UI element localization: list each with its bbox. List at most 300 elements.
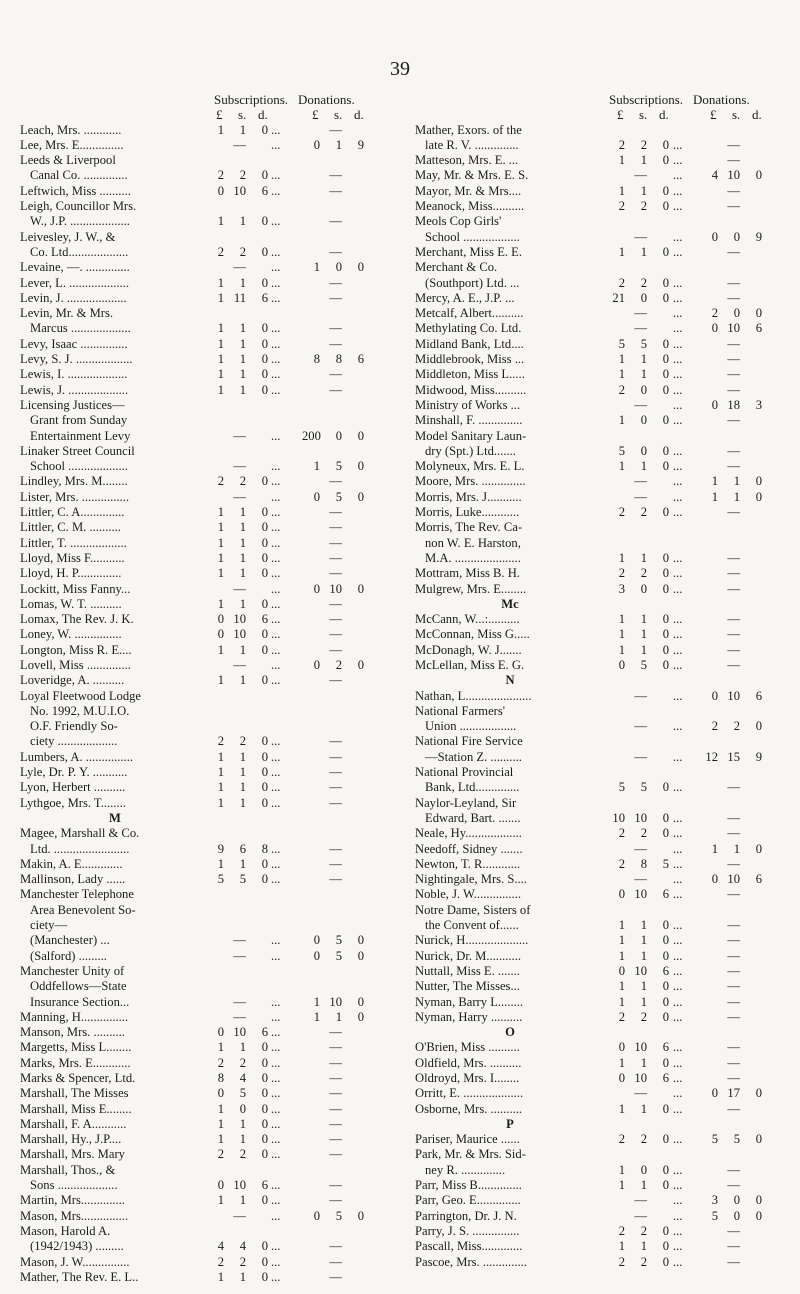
donation-amount-pounds: 200 [302,428,321,443]
subscription-amount-shillings: 1 [239,352,246,367]
leader-dots: ... [673,719,683,734]
entry-row [415,168,793,183]
entry-row [20,168,395,183]
subscriber-name: Marshall, Thos., & [20,1162,116,1177]
subscription-amount-pounds: 1 [217,1193,224,1208]
donation-amount-dash: — [329,612,342,627]
leader-dots: ... [673,948,683,963]
donation-amount-dash: — [727,948,740,963]
subscriber-name: Merchant, Miss E. E. [415,244,523,259]
subscriber-name: Marks & Spencer, Ltd. [20,1071,136,1085]
entry-row [20,398,395,413]
donation-amount-dash: — [329,596,342,611]
subscription-amount-shillings: 1 [640,1055,647,1070]
subscription-amount-pence: 0 [662,1254,669,1269]
subscriber-name: Neale, Hy.................. [415,826,522,841]
donation-amount-dash: — [727,1040,740,1055]
donation-amount-pence: 9 [755,749,762,764]
section-letter [415,1117,793,1132]
donation-amount-dash: — [329,168,342,183]
subscription-amount-shillings: 1 [239,505,246,520]
subscription-amount-pounds: 1 [618,352,625,367]
subscription-amount-pounds: 1 [217,780,224,795]
donation-amount-dash: — [329,780,342,795]
subscriber-name: Loney, W. ............... [20,627,122,642]
leader-dots: ... [673,367,683,382]
entry-row [20,949,395,964]
subscription-amount-pounds: 0 [217,1178,224,1193]
entry-row [415,719,793,734]
donation-amount-pounds: 0 [711,688,718,703]
donation-amount-dash: — [727,657,740,672]
entry-row [20,337,395,352]
leader-dots: ... [673,397,683,412]
subscription-amount-pounds: 1 [217,321,224,336]
subscription-amount-shillings: 1 [640,550,647,565]
subscription-amount-pence: 0 [662,505,669,520]
subscription-amount-shillings: 1 [239,1269,246,1284]
subscription-amount-pounds: 5 [217,872,224,887]
subscription-amount-pounds: 1 [618,413,625,428]
subscription-amount-pounds: 1 [618,612,625,627]
donation-amount-dash: — [329,535,342,550]
leader-dots: ... [271,596,281,611]
donation-amount-pounds: 0 [313,489,320,504]
subscription-amount-shillings: 1 [239,673,246,688]
subscription-amount-shillings: 1 [640,948,647,963]
leader-dots: ... [673,856,683,871]
subscriber-name: Lee, Mrs. E.............. [20,137,124,152]
entry-row [415,1163,793,1178]
subscriber-name: Naylor-Leyland, Sir [415,795,517,810]
subscriber-name: National Fire Service [415,734,523,749]
subscription-amount-dash: — [634,489,647,504]
donation-amount-dash: — [329,214,342,229]
entry-row [20,1147,395,1162]
subscription-amount-dash: — [233,581,246,596]
section-letter [415,1025,793,1040]
leader-dots: ... [271,260,281,275]
leader-dots: ... [271,336,281,351]
entry-list [415,123,793,1270]
donation-amount-dash: — [727,581,740,596]
subscription-amount-shillings: 2 [640,275,647,290]
subscription-amount-pounds: 1 [217,1132,224,1147]
entry-row [20,321,395,336]
subscriber-name: Mayor, Mr. & Mrs.... [415,183,522,198]
leader-dots: ... [673,810,683,825]
leader-dots: ... [271,657,281,672]
subscription-amount-pence: 0 [662,979,669,994]
subscriber-name: Newton, T. R............ [415,856,521,871]
leader-dots: ... [673,168,683,183]
subscription-amount-shillings: 2 [239,168,246,183]
subscriber-name: Licensing Justices— [20,397,125,412]
section-letter-text: P [506,1116,514,1131]
subscription-amount-dash: — [634,474,647,489]
subscriber-name: the Convent of...... [425,918,519,933]
subscription-amount-pence: 0 [261,749,268,764]
subscriber-name: Littler, C. M. .......... [20,520,121,535]
subscription-amount-pounds: 1 [618,948,625,963]
donation-amount-dash: — [727,1055,740,1070]
leader-dots: ... [271,367,281,382]
subscriber-name: Manchester Unity of [20,963,125,978]
subscription-amount-shillings: 1 [239,122,246,137]
subscription-amount-shillings: 1 [640,1239,647,1254]
entry-row [415,490,793,505]
subscriber-name: Nurick, Dr. M........... [415,948,521,963]
subscriber-name: W., J.P. ................... [30,214,130,229]
subscription-amount-pence: 6 [261,290,268,305]
pound-unit: £ [617,107,624,123]
section-letter [415,597,793,612]
entry-row [20,138,395,153]
subscription-amount-shillings: 10 [233,612,246,627]
subscription-amount-pounds: 1 [618,642,625,657]
entry-row [20,199,395,214]
subscription-amount-pounds: 1 [618,1055,625,1070]
subscriber-name: Leftwich, Miss .......... [20,183,131,198]
leader-dots: ... [673,581,683,596]
subscriber-name: Leeds & Liverpool [20,153,116,168]
subscriber-name: Methylating Co. Ltd. [415,321,522,336]
subscriber-name: Oddfellows—State [30,979,127,994]
entry-row [415,582,793,597]
subscriber-name: Lewis, J. ................... [20,382,129,397]
pound-unit: £ [312,107,319,123]
subscriber-name: Lister, Mrs. ............... [20,489,129,504]
subscription-amount-pounds: 1 [217,1116,224,1131]
subscription-amount-pounds: 0 [217,183,224,198]
subscriber-name: Nathan, L..................... [415,688,532,703]
leader-dots: ... [271,1239,281,1254]
subscriber-name: Linaker Street Council [20,443,135,458]
donation-amount-dash: — [329,749,342,764]
subscription-amount-pence: 0 [261,642,268,657]
entry-row [20,1086,395,1101]
subscription-amount-pence: 0 [261,474,268,489]
entry-row [20,597,395,612]
subscription-amount-shillings: 2 [640,1009,647,1024]
entry-row [415,1224,793,1239]
donation-amount-pounds: 0 [313,948,320,963]
subscriber-name: Mottram, Miss B. H. [415,566,520,581]
entry-row [20,933,395,948]
leader-dots: ... [271,1086,281,1101]
leader-dots: ... [673,306,683,321]
leader-dots: ... [673,612,683,627]
entry-row [20,520,395,535]
subscription-amount-pounds: 1 [217,275,224,290]
subscription-amount-pence: 0 [662,1009,669,1024]
subscription-amount-shillings: 1 [239,214,246,229]
subscription-amount-pounds: 2 [217,1055,224,1070]
subscription-amount-pence: 0 [662,137,669,152]
leader-dots: ... [673,321,683,336]
subscription-amount-shillings: 1 [640,183,647,198]
donation-amount-dash: — [329,1071,342,1085]
donation-amount-shillings: 10 [329,994,342,1009]
donation-amount-pounds: 5 [711,1132,718,1147]
subscription-amount-pounds: 2 [618,275,625,290]
subscription-amount-shillings: 0 [640,1162,647,1177]
subscription-amount-pounds: 2 [618,137,625,152]
entry-row [415,995,793,1010]
subscription-amount-shillings: 8 [640,856,647,871]
donation-amount-dash: — [727,275,740,290]
donation-amount-dash: — [329,474,342,489]
entry-row [20,153,395,168]
leader-dots: ... [271,550,281,565]
subscription-amount-shillings: 1 [640,642,647,657]
leader-dots: ... [673,137,683,152]
donation-amount-pounds: 0 [711,229,718,244]
entry-row [415,291,793,306]
donation-amount-pounds: 0 [313,1208,320,1223]
subscription-amount-pounds: 2 [618,856,625,871]
leader-dots: ... [673,1208,683,1223]
subscription-amount-shillings: 0 [640,413,647,428]
subscription-amount-shillings: 1 [239,1132,246,1147]
subscription-amount-pence: 0 [662,1132,669,1147]
subscription-amount-dash: — [233,948,246,963]
subscriber-name: Lythgoe, Mrs. T........ [20,795,126,810]
subscription-amount-pounds: 1 [618,979,625,994]
donation-amount-pence: 0 [755,1086,762,1101]
donation-amount-dash: — [727,1071,740,1085]
subscription-amount-shillings: 2 [239,244,246,259]
donation-amount-dash: — [329,1254,342,1269]
subscription-amount-pounds: 1 [217,642,224,657]
entry-row [415,1255,793,1270]
subscription-amount-shillings: 2 [640,199,647,214]
subscription-amount-dash: — [634,1086,647,1101]
leader-dots: ... [271,780,281,795]
leader-dots: ... [271,765,281,780]
entry-row [415,903,793,918]
donation-amount-shillings: 1 [335,137,342,152]
units-header [415,107,793,122]
entry-row [20,1239,395,1254]
subscription-amount-pence: 0 [261,1132,268,1147]
entry-row [20,689,395,704]
subscriber-name: Midland Bank, Ltd.... [415,336,524,351]
subscription-amount-shillings: 10 [233,627,246,642]
subscription-amount-pence: 0 [662,566,669,581]
subscription-amount-dash: — [233,1009,246,1024]
leader-dots: ... [673,1071,683,1085]
subscriber-name: Meanock, Miss.......... [415,199,525,214]
leader-dots: ... [271,1208,281,1223]
donation-amount-pounds: 0 [711,1086,718,1101]
subscription-amount-pounds: 2 [618,505,625,520]
subscription-amount-pence: 0 [662,1239,669,1254]
subscription-amount-shillings: 4 [239,1239,246,1254]
leader-dots: ... [673,841,683,856]
entry-row [415,689,793,704]
subscription-amount-pounds: 1 [618,627,625,642]
leader-dots: ... [673,474,683,489]
subscription-amount-dash: — [634,688,647,703]
donation-amount-shillings: 0 [733,306,740,321]
leader-dots: ... [271,535,281,550]
entry-row [20,245,395,260]
subscription-amount-pounds: 2 [618,1254,625,1269]
entry-row [415,765,793,780]
subscription-amount-shillings: 10 [634,963,647,978]
subscription-amount-pence: 0 [662,780,669,795]
subscriber-name: Noble, J. W............... [415,887,522,902]
donation-amount-pounds: 4 [711,168,718,183]
entry-row [415,536,793,551]
leader-dots: ... [673,1239,683,1254]
subscription-amount-pence: 0 [261,367,268,382]
subscription-amount-pence: 0 [261,336,268,351]
entry-row [20,367,395,382]
entry-row [20,474,395,489]
leader-dots: ... [271,994,281,1009]
subscription-amount-pence: 6 [261,612,268,627]
leader-dots: ... [271,244,281,259]
entry-row [20,826,395,841]
leader-dots: ... [673,229,683,244]
entry-row [415,184,793,199]
subscriber-name: No. 1992, M.U.I.O. [30,703,130,718]
subscription-amount-pence: 0 [261,550,268,565]
leader-dots: ... [673,657,683,672]
subscriber-name: Lockitt, Miss Fanny... [20,581,131,596]
entry-row [415,367,793,382]
section-letter-text: N [505,673,515,688]
leader-dots: ... [673,413,683,428]
entry-row [415,1056,793,1071]
subscription-amount-pounds: 1 [217,1040,224,1055]
donation-amount-shillings: 0 [733,229,740,244]
leader-dots: ... [271,734,281,749]
subscription-amount-shillings: 1 [640,352,647,367]
subscription-amount-dash: — [233,428,246,443]
subscription-amount-pence: 0 [662,336,669,351]
subscription-amount-dash: — [233,933,246,948]
leader-dots: ... [673,963,683,978]
pence-unit: d. [659,107,669,123]
donation-amount-dash: — [329,1025,342,1040]
donation-amount-pence: 6 [357,352,364,367]
subscriber-name: Pascall, Miss............. [415,1239,523,1254]
entry-row [20,673,395,688]
subscription-amount-pence: 0 [662,199,669,214]
subscription-amount-pence: 0 [261,872,268,887]
subscription-amount-shillings: 10 [634,1071,647,1085]
entry-row [20,658,395,673]
leader-dots: ... [271,1269,281,1284]
entry-row [415,704,793,719]
entry-row [20,551,395,566]
donation-amount-dash: — [727,856,740,871]
donation-amount-pence: 0 [755,1132,762,1147]
subscription-amount-pounds: 1 [217,1269,224,1284]
donation-amount-dash: — [329,1116,342,1131]
subscriber-name: Molyneux, Mrs. E. L. [415,459,525,474]
subscription-amount-dash: — [634,719,647,734]
entry-row [20,918,395,933]
entry-row [415,474,793,489]
donation-amount-dash: — [727,933,740,948]
entry-row [415,566,793,581]
donation-amount-pence: 6 [755,321,762,336]
subscription-amount-pence: 0 [261,1101,268,1116]
subscriber-name: Levin, J. ................... [20,290,127,305]
subscription-amount-shillings: 1 [239,550,246,565]
subscription-amount-shillings: 4 [239,1071,246,1085]
subscriber-name: (1942/1943) ......... [30,1239,124,1254]
subscriber-name: Sons ................... [30,1178,118,1193]
subscription-amount-shillings: 2 [239,474,246,489]
leader-dots: ... [271,520,281,535]
subscriber-name: Loveridge, A. .......... [20,673,125,688]
subscriber-name: McCann, W...:.......... [415,612,520,627]
subscription-amount-pounds: 1 [618,550,625,565]
subscriber-name: Lyle, Dr. P. Y. ........... [20,765,128,780]
subscriber-name: Lindley, Mrs. M........ [20,474,128,489]
subscription-amount-pounds: 1 [217,367,224,382]
leader-dots: ... [271,933,281,948]
entry-row [20,184,395,199]
entry-row [20,1255,395,1270]
entry-row [20,1071,395,1086]
subscriber-name: non W. E. Harston, [425,535,521,550]
donation-amount-dash: — [727,244,740,259]
subscription-amount-pounds: 1 [217,1101,224,1116]
entry-row [415,1071,793,1086]
leader-dots: ... [673,872,683,887]
subscription-amount-pounds: 0 [217,1086,224,1101]
entry-row [20,536,395,551]
subscription-amount-pence: 0 [662,244,669,259]
entry-row [415,1178,793,1193]
subscription-amount-shillings: 1 [640,933,647,948]
donation-amount-pounds: 3 [711,1193,718,1208]
section-letter [20,811,395,826]
donation-amount-dash: — [727,413,740,428]
subscription-amount-pence: 0 [662,810,669,825]
donation-amount-pence: 9 [755,229,762,244]
subscription-amount-pence: 0 [261,382,268,397]
entry-row [415,123,793,138]
donation-amount-shillings: 10 [329,581,342,596]
entry-row [20,1132,395,1147]
subscription-amount-dash: — [233,489,246,504]
entry-row [415,413,793,428]
subscription-amount-pence: 6 [662,963,669,978]
subscription-amount-pounds: 0 [217,627,224,642]
donation-amount-dash: — [329,872,342,887]
subscription-amount-dash: — [233,657,246,672]
subscription-amount-shillings: 1 [239,642,246,657]
donation-amount-dash: — [329,1269,342,1284]
subscriber-name: Manchester Telephone [20,887,134,902]
subscriber-name: (Salford) ......... [30,948,107,963]
subscriber-name: Parr, Miss B.............. [415,1178,522,1193]
donation-amount-pounds: 0 [313,933,320,948]
donation-amount-pounds: 8 [313,352,320,367]
subscription-amount-dash: — [233,137,246,152]
subscription-amount-shillings: 2 [239,1147,246,1162]
subscription-amount-shillings: 1 [239,367,246,382]
pound-unit: £ [710,107,717,123]
donation-amount-pence: 0 [357,1208,364,1223]
